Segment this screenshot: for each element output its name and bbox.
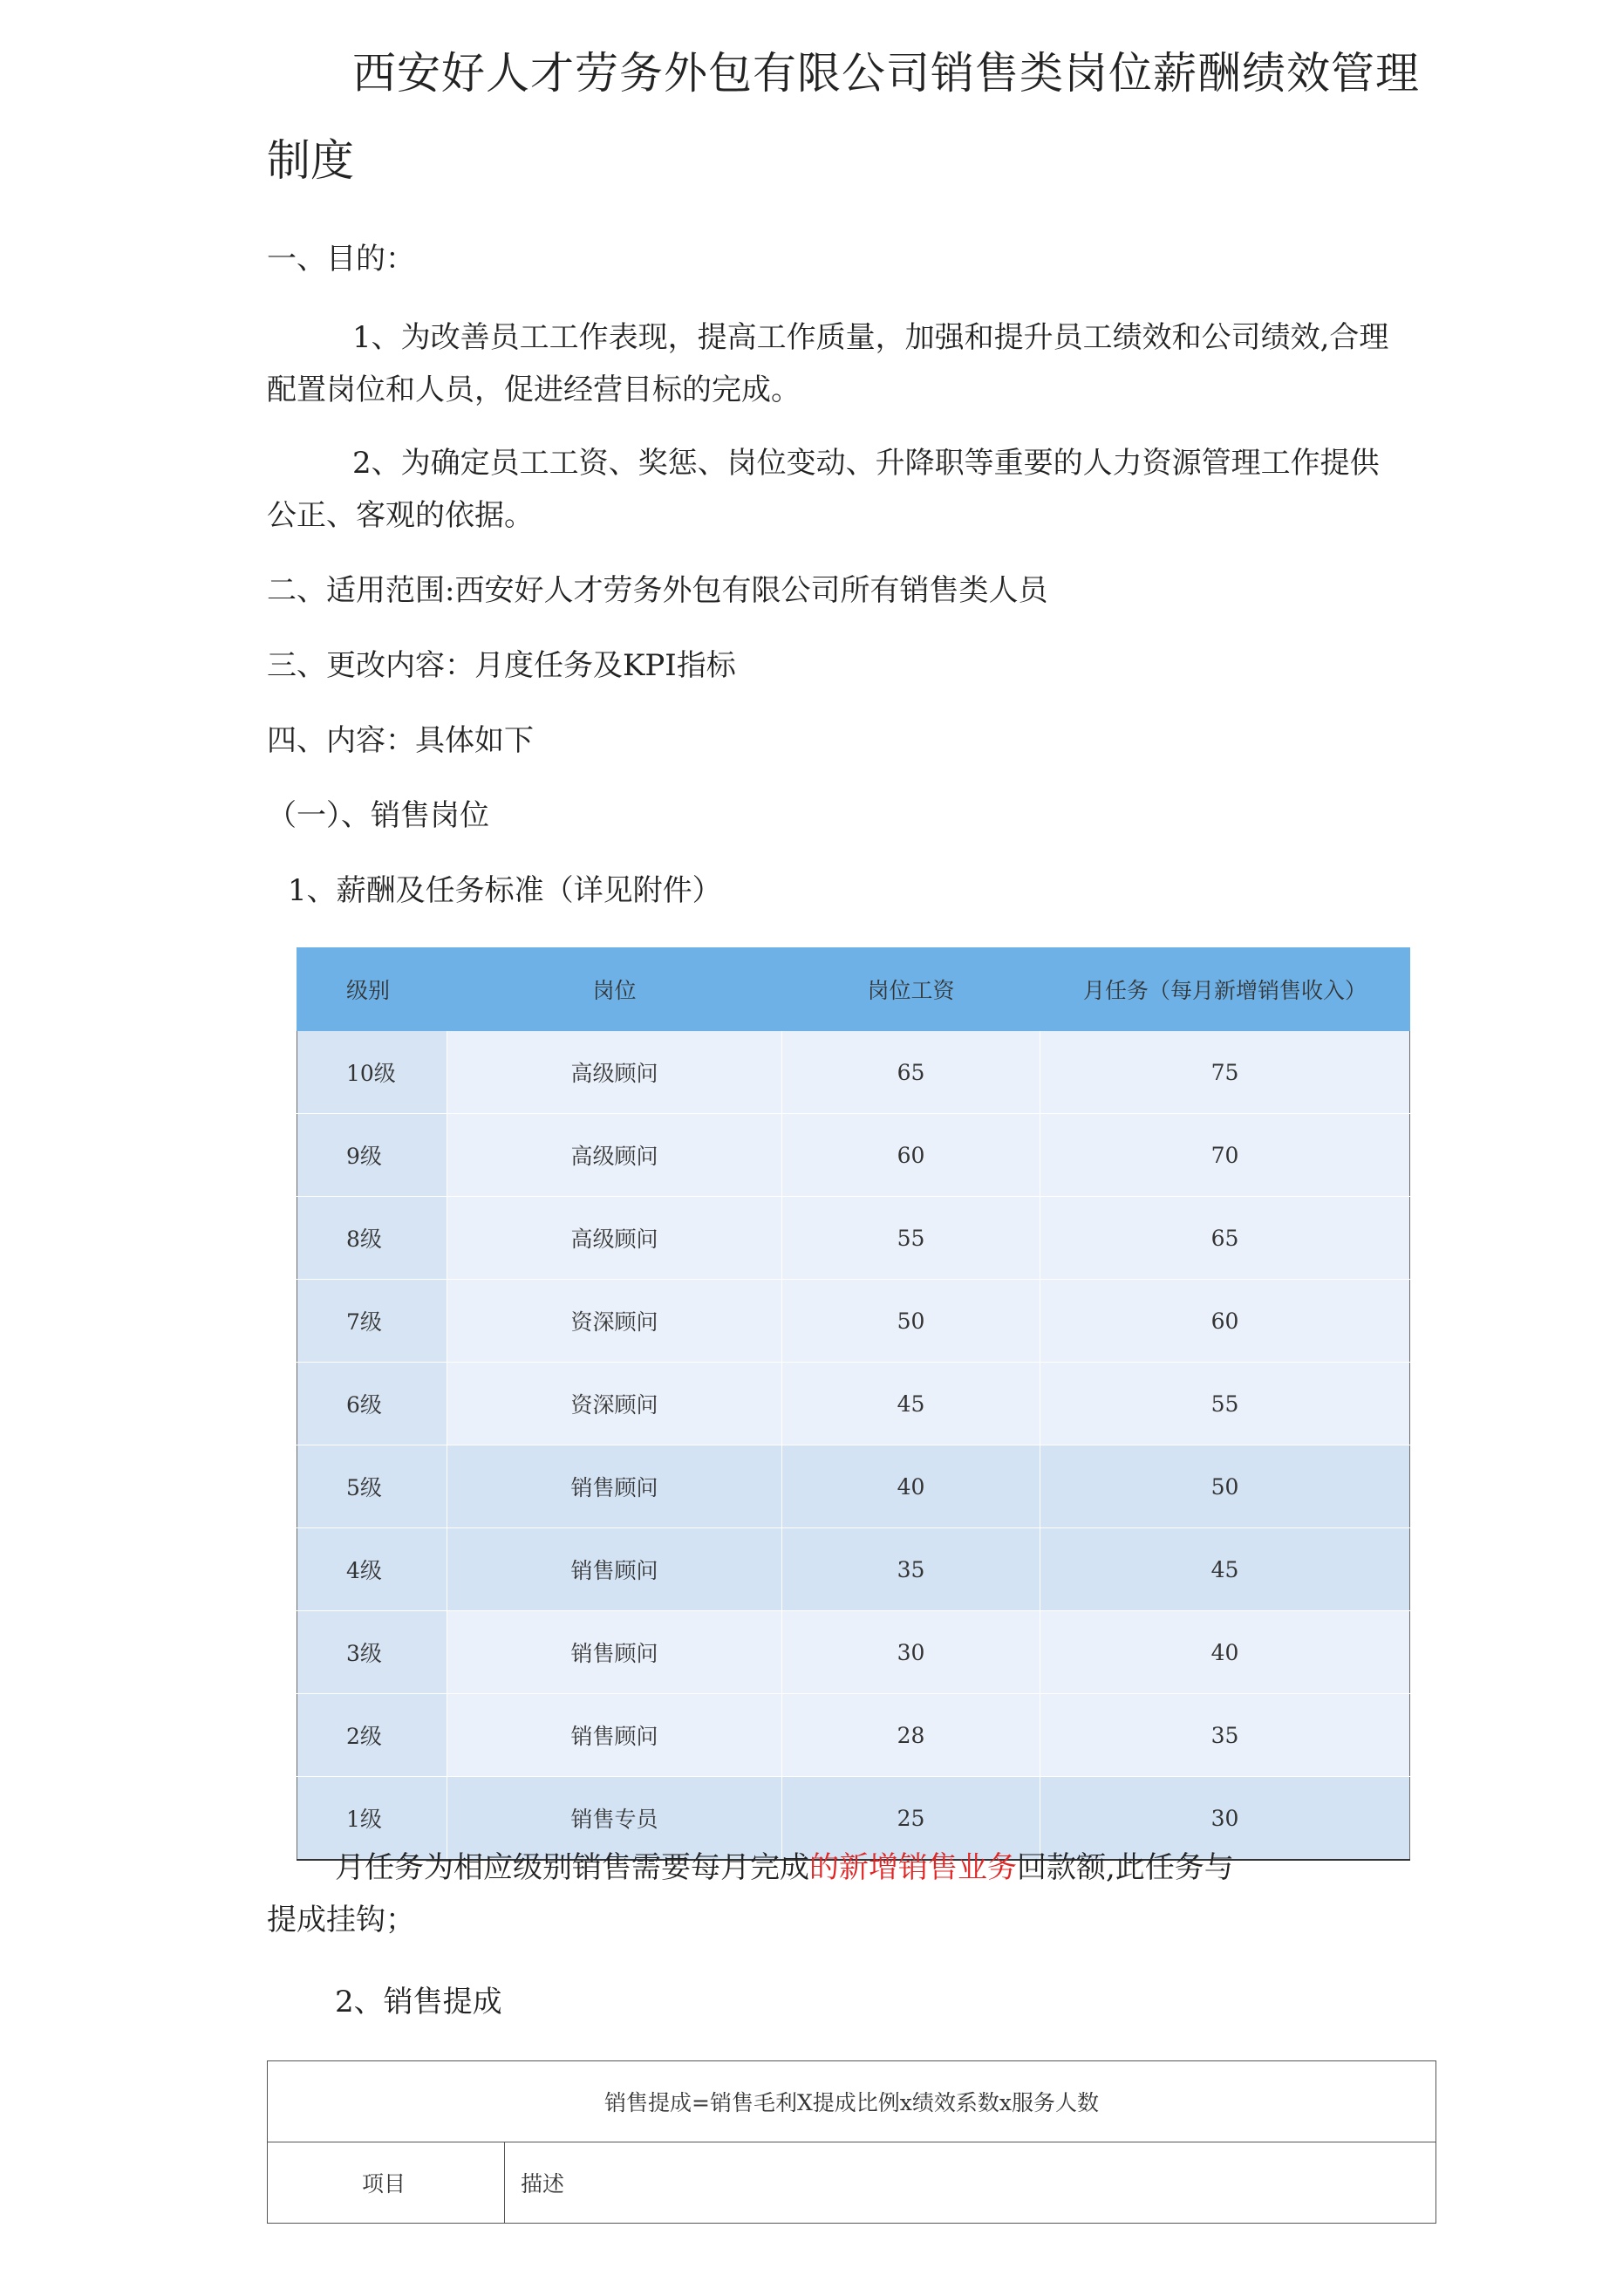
monthly-target-note-continued: 提成挂钩； (267, 1903, 415, 1937)
commission-table (267, 2060, 1436, 2224)
purpose-item-2-continued: 公正、客观的依据。 (267, 498, 534, 533)
content-heading: 四、内容：具体如下 (267, 723, 534, 758)
scope-paragraph: 二、适用范围:西安好人才劳务外包有限公司所有销售类人员 (267, 573, 1048, 608)
cell-level: 4级 (297, 1528, 447, 1611)
cell-level: 7级 (297, 1280, 447, 1363)
cell-position: 销售顾问 (447, 1528, 782, 1611)
cell-level: 1级 (297, 1777, 447, 1861)
table-row (297, 1363, 1410, 1445)
cell-base-salary: 25 (782, 1777, 1040, 1861)
cell-monthly-target: 60 (1040, 1280, 1410, 1363)
table-row (297, 1280, 1410, 1363)
note-text-start: 月任务为相应级别销售需要每月完成 (335, 1850, 809, 1885)
table-row (297, 1445, 1410, 1528)
column-item: 项目 (268, 2142, 505, 2224)
cell-base-salary: 50 (782, 1280, 1040, 1363)
cell-position: 销售专员 (447, 1777, 782, 1861)
cell-base-salary: 45 (782, 1363, 1040, 1445)
table-row (297, 1197, 1410, 1280)
note-highlight: 的新增销售业务 (809, 1850, 1017, 1885)
cell-base-salary: 60 (782, 1114, 1040, 1197)
cell-monthly-target: 45 (1040, 1528, 1410, 1611)
cell-monthly-target: 70 (1040, 1114, 1410, 1197)
purpose-heading: 一、目的： (267, 242, 415, 277)
cell-monthly-target: 75 (1040, 1031, 1410, 1114)
table-row (268, 2142, 1436, 2224)
cell-position: 高级顾问 (447, 1114, 782, 1197)
table-row (297, 1694, 1410, 1777)
purpose-item-1-continued: 配置岗位和人员，促进经营目标的完成。 (267, 372, 801, 407)
commission-heading: 2、销售提成 (335, 1985, 502, 2019)
cell-monthly-target: 50 (1040, 1445, 1410, 1528)
cell-base-salary: 40 (782, 1445, 1040, 1528)
cell-base-salary: 28 (782, 1694, 1040, 1777)
cell-level: 3级 (297, 1611, 447, 1694)
cell-level: 5级 (297, 1445, 447, 1528)
cell-level: 10级 (297, 1031, 447, 1114)
changes-paragraph: 三、更改内容：月度任务及KPI指标 (267, 648, 736, 683)
cell-level: 8级 (297, 1197, 447, 1280)
cell-monthly-target: 55 (1040, 1363, 1410, 1445)
doc-title: 西安好人才劳务外包有限公司销售类岗位薪酬绩效管理 (352, 48, 1420, 99)
table-row (297, 1114, 1410, 1197)
header-position: 岗位 (447, 948, 782, 1031)
cell-base-salary: 55 (782, 1197, 1040, 1280)
monthly-target-note (335, 1842, 1234, 1893)
note-text-end: 回款额,此任务与 (1017, 1850, 1234, 1885)
cell-position: 资深顾问 (447, 1280, 782, 1363)
cell-monthly-target: 40 (1040, 1611, 1410, 1694)
cell-base-salary: 30 (782, 1611, 1040, 1694)
salary-table (297, 947, 1410, 1861)
cell-position: 资深顾问 (447, 1363, 782, 1445)
header-level: 级别 (297, 948, 447, 1031)
doc-title-continued: 制度 (267, 135, 354, 186)
cell-position: 销售顾问 (447, 1445, 782, 1528)
cell-level: 6级 (297, 1363, 447, 1445)
purpose-item-1: 1、为改善员工工作表现，提高工作质量，加强和提升员工绩效和公司绩效,合理 (352, 320, 1389, 355)
cell-base-salary: 35 (782, 1528, 1040, 1611)
commission-formula: 销售提成=销售毛利X提成比例x绩效系数x服务人数 (268, 2061, 1436, 2142)
cell-monthly-target: 65 (1040, 1197, 1410, 1280)
commission-formula-row (268, 2061, 1436, 2142)
table-row (297, 1611, 1410, 1694)
header-base-salary: 岗位工资 (782, 948, 1040, 1031)
cell-position: 销售顾问 (447, 1611, 782, 1694)
salary-standard-heading: 1、薪酬及任务标准（详见附件） (288, 873, 722, 908)
salary-table-header (297, 948, 1410, 1031)
header-monthly-target: 月任务（每月新增销售收入） (1040, 948, 1410, 1031)
cell-position: 高级顾问 (447, 1197, 782, 1280)
table-row (297, 1528, 1410, 1611)
table-row (297, 1031, 1410, 1114)
cell-position: 销售顾问 (447, 1694, 782, 1777)
cell-base-salary: 65 (782, 1031, 1040, 1114)
cell-monthly-target: 30 (1040, 1777, 1410, 1861)
sales-position-heading: （一）、销售岗位 (267, 798, 489, 833)
cell-level: 9级 (297, 1114, 447, 1197)
cell-monthly-target: 35 (1040, 1694, 1410, 1777)
cell-level: 2级 (297, 1694, 447, 1777)
cell-position: 高级顾问 (447, 1031, 782, 1114)
column-description: 描述 (505, 2142, 1436, 2224)
purpose-item-2: 2、为确定员工工资、奖惩、岗位变动、升降职等重要的人力资源管理工作提供 (352, 446, 1380, 481)
